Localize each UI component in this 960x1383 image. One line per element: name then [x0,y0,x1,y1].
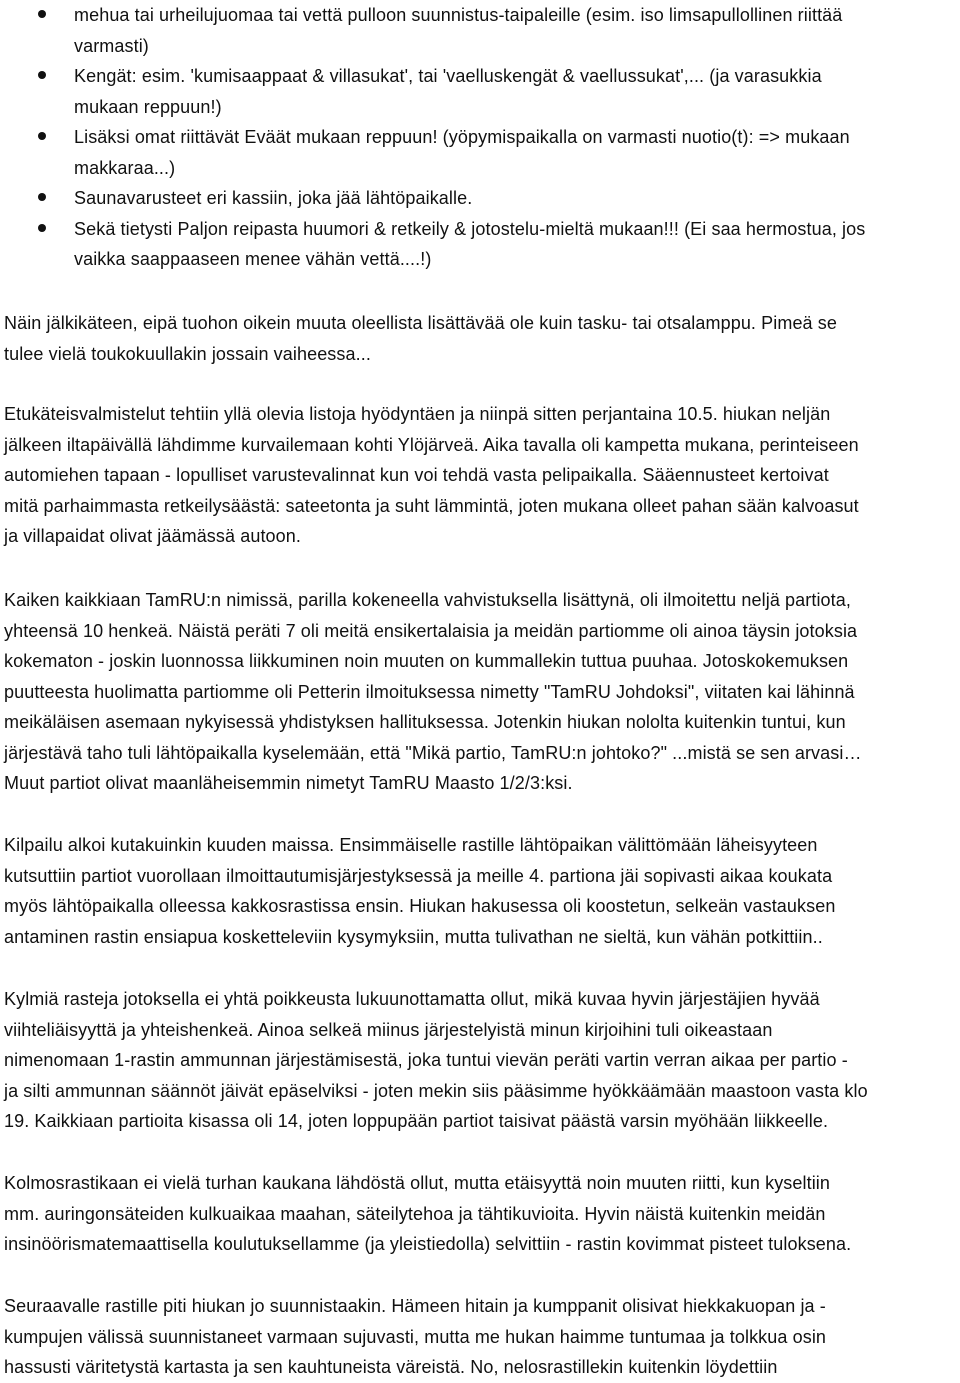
text-line: jälkeen iltapäivällä lähdimme kurvailemaan kohti Ylöjärveä. Aika tavalla oli kampetta mukana, perinteiseen [4,434,859,455]
list-item-text [74,0,954,61]
text-line: tulee vielä toukokuullakin jossain vaiheessa... [4,343,371,364]
text-line: Kilpailu alkoi kutakuinkin kuuden maissa. Ensimmäiselle rastille lähtöpaikan välittömään läheisyyteen [4,835,818,855]
text-line: hassusti väritetystä kartasta ja sen kauhtuneista väreistä. No, nelosrastillekin kuitenkin löydettiin [4,1357,778,1377]
text-line: Lisäksi omat riittävät Eväät mukaan reppuun! (yöpymispaikalla on varmasti nuotio(t): => mukaan [74,127,850,147]
bullet-icon [38,224,46,232]
list-item [0,61,960,122]
text-line: 19. Kaikkiaan partioita kisassa oli 14, joten loppupään partiot taisivat päästä varsin myöhään liikkeelle. [4,1111,829,1131]
bullet-icon [38,193,46,201]
equipment-bullet-list [0,0,960,275]
text-line: ja villapaidat olivat jäämässä autoon. [4,526,301,546]
text-line: makkaraa...) [74,157,176,178]
text-line: nimenomaan 1-rastin ammunnan järjestämisestä, joka tuntui vievän peräti vartin verran aikaa per partio - [4,1050,848,1070]
text-line: varmasti) [74,35,149,56]
bullet-icon [38,132,46,140]
list-item [0,0,960,61]
text-line: Seuraavalle rastille piti hiukan jo suunnistaakin. Hämeen hitain ja kumppanit olisivat hiekkakuopan ja - [4,1296,826,1316]
text-line: Kengät: esim. 'kumisaappaat & villasukat', tai 'vaelluskengät & vaellussukat',... (ja varasukkia [74,66,822,86]
text-line: myös lähtöpaikalla olleessa kakkosrastissa ensin. Hiukan hakusessa oli koostetun, selkeän vastauksen [4,896,836,916]
paragraph-start [4,830,959,952]
text-line: puutteesta huolimatta partiomme oli Petterin ilmoituksessa nimetty "TamRU Johdoksi", viitaten kai lähinnä [4,681,855,702]
list-item [0,214,960,275]
text-line: Muut partiot olivat maanläheisemmin nimetyt TamRU Maasto 1/2/3:ksi. [4,773,573,793]
text-line: ja silti ammunnan säännöt jäivät epäselviksi - joten mekin siis pääsimme hyökkäämään maastoon vasta klo [4,1080,868,1101]
list-item [0,122,960,183]
bullet-icon [38,10,46,18]
paragraph-next-checkpoint [4,1291,959,1383]
text-line: Näin jälkikäteen, eipä tuohon oikein muuta oleellista lisättävää ole kuin tasku- tai otsalamppu. Pimeä se [4,313,837,333]
list-item-text [74,183,954,214]
text-line: mehua tai urheilujuomaa tai vettä pulloon suunnistus-taipaleille (esim. iso limsapullollinen riittää [74,5,843,25]
text-line: vaikka saappaaseen menee vähän vettä....!) [74,249,432,269]
text-line: Kolmosrastikaan ei vielä turhan kaukana lähdöstä ollut, mutta etäisyyttä noin muuten riitti, kun kyseltiin [4,1173,831,1193]
text-line: antaminen rastin ensiapua kosketteleviin kysymyksiin, mutta tulivathan ne sieltä, kun vähän potkittiin.. [4,926,823,947]
list-item-text [74,214,954,275]
text-line: mm. auringonsäteiden kulkuaikaa maahan, säteilytehoa ja tähtikuvioita. Hyvin näistä kuitenkin meidän [4,1203,826,1224]
bullet-icon [38,71,46,79]
text-line: mukaan reppuun!) [74,96,222,117]
text-line: Kaiken kaikkiaan TamRU:n nimissä, parilla kokeneella vahvistuksella lisättynä, oli ilmoitettu neljä partiota, [4,590,851,610]
text-line: Sekä tietysti Paljon reipasta huumori & retkeily & jotostelu-mieltä mukaan!!! (Ei saa hermostua, jos [74,218,866,239]
text-line: mitä parhaimmasta retkeilysäästä: sateetonta ja suht lämmintä, joten mukana olleet pahan sään kalvoasut [4,495,859,516]
text-line: järjestävä taho tuli lähtöpaikalla kyselemään, että "Mikä partio, TamRU:n johtoko?" ...mistä se sen arvasi… [4,742,862,763]
text-line: insinöörismatemaattisella koulutuksellamme (ja yleistiedolla) selvittiin - rastin kovimmat pisteet tuloksena. [4,1234,852,1254]
text-line: Saunavarusteet eri kassiin, joka jää lähtöpaikalle. [74,188,473,208]
text-line: viihteliäisyyttä ja yhteishenkeä. Ainoa selkeä miinus järjestelyistä minun kirjoihini tuli oikeastaan [4,1019,773,1040]
text-line: Etukäteisvalmistelut tehtiin yllä olevia listoja hyödyntäen ja niinpä sitten perjantaina 10.5. hiukan neljän [4,404,831,424]
text-line: Kylmiä rasteja jotoksella ei yhtä poikkeusta lukuunottamatta ollut, mikä kuvaa hyvin järjestäjien hyvää [4,989,820,1009]
text-line: yhteensä 10 henkeä. Näistä peräti 7 oli meitä ensikertalaisia ja meidän partiomme oli ainoa täysin jotoksia [4,620,858,641]
text-line: kumpujen välissä suunnistaneet varmaan sujuvasti, mutta me hukan haimme tuntumaa ja tolkkua osin [4,1326,827,1347]
paragraph-checkpoints [4,984,959,1137]
list-item [0,183,960,214]
list-item-text [74,61,954,122]
text-line: kokematon - joskin luonnossa liikkuminen noin muuten on kummallekin tuttua puuhaa. Jotoskokemuksen [4,651,849,671]
text-line: kutsuttiin partiot vuorollaan ilmoittautumisjärjestyksessä ja meille 4. partiona jäi sopivasti aikaa koukata [4,865,833,886]
text-line: meikäläisen asemaan nykyisessä yhdistyksen hallituksessa. Jotenkin hiukan nololta kuitenkin tuntui, kun [4,712,846,732]
paragraph-teams [4,585,959,799]
paragraph-afterthought [4,308,959,369]
paragraph-preparations [4,399,959,552]
list-item-text [74,122,954,183]
paragraph-third-checkpoint [4,1168,959,1260]
text-line: automiehen tapaan - lopulliset varustevalinnat kun voi tehdä vasta pelipaikalla. Sääennusteet kertoivat [4,465,829,485]
